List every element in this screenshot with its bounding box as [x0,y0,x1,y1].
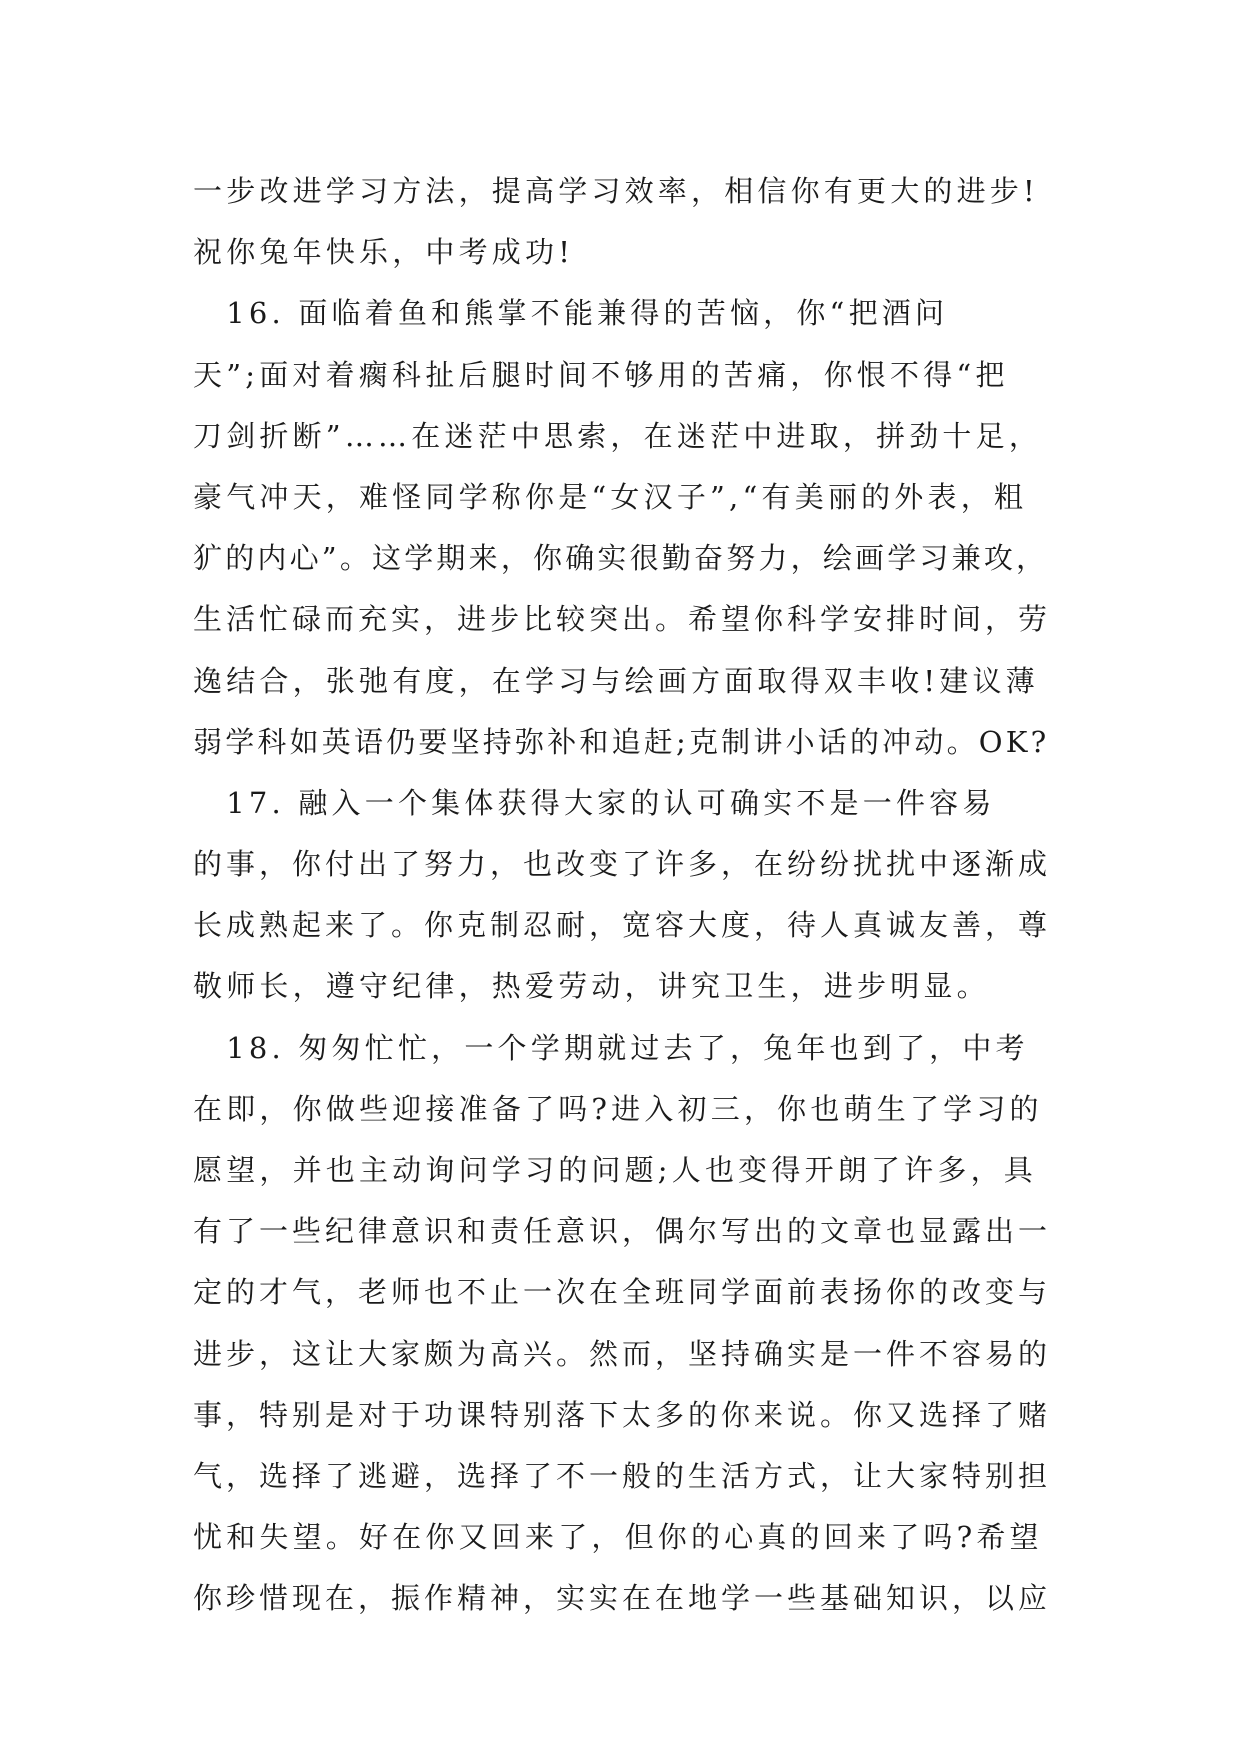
text-line: 定的才气，老师也不止一次在全班同学面前表扬你的改变与 [193,1275,1052,1310]
text-line: 犷的内心”。这学期来，你确实很勤奋努力，绘画学习兼攻， [193,541,1049,576]
document-body [193,161,1053,1630]
text-line: 生活忙碌而充实，进步比较突出。希望你科学安排时间，劳 [193,602,1052,637]
paragraph-18-start: 18. 匆匆忙忙，一个学期就过去了，兔年也到了，中考 [193,1030,1029,1065]
text-line: 进步，这让大家颇为高兴。然而，坚持确实是一件不容易的 [193,1336,1052,1371]
text-line: 事，特别是对于功课特别落下太多的你来说。你又选择了赌 [193,1397,1052,1432]
paragraph-16-start: 16. 面临着鱼和熊掌不能兼得的苦恼，你“把酒问 [193,296,949,331]
text-line: 敬师长，遵守纪律，热爱劳动，讲究卫生，进步明显。 [193,969,990,1004]
text-line: 刀剑折断”……在迷茫中思索，在迷茫中进取，拼劲十足， [193,418,1043,453]
text-line: 逸结合，张弛有度，在学习与绘画方面取得双丰收!建议薄 [193,663,1039,698]
text-line: 忧和失望。好在你又回来了，但你的心真的回来了吗?希望 [193,1520,1043,1555]
text-line: 一步改进学习方法，提高学习效率，相信你有更大的进步! [193,174,1039,208]
text-line: 你珍惜现在，振作精神，实实在在地学一些基础知识，以应 [193,1581,1052,1616]
text-line: 长成熟起来了。你克制忍耐，宽容大度，待人真诚友善，尊 [193,908,1052,943]
text-line: 有了一些纪律意识和责任意识，偶尔写出的文章也显露出一 [193,1214,1052,1249]
text-line: 的事，你付出了努力，也改变了许多，在纷纷扰扰中逐渐成 [193,847,1052,882]
text-line: 祝你兔年快乐，中考成功! [193,235,575,270]
text-line: 在即，你做些迎接准备了吗?进入初三，你也萌生了学习的 [193,1091,1043,1126]
text-line: 豪气冲天，难怪同学称你是“女汉子”,“有美丽的外表，粗 [193,479,1028,514]
text-line: 天”;面对着瘸科扯后腿时间不够用的苦痛，你恨不得“把 [193,357,1009,392]
paragraph-17-start: 17. 融入一个集体获得大家的认可确实不是一件容易 [193,785,996,820]
text-line: 气，选择了逃避，选择了不一般的生活方式，让大家特别担 [193,1458,1052,1493]
text-line: 愿望，并也主动询问学习的问题;人也变得开朗了许多，具 [193,1153,1037,1187]
text-line: 弱学科如英语仍要坚持弥补和追赶;克制讲小话的冲动。OK? [193,724,1050,759]
